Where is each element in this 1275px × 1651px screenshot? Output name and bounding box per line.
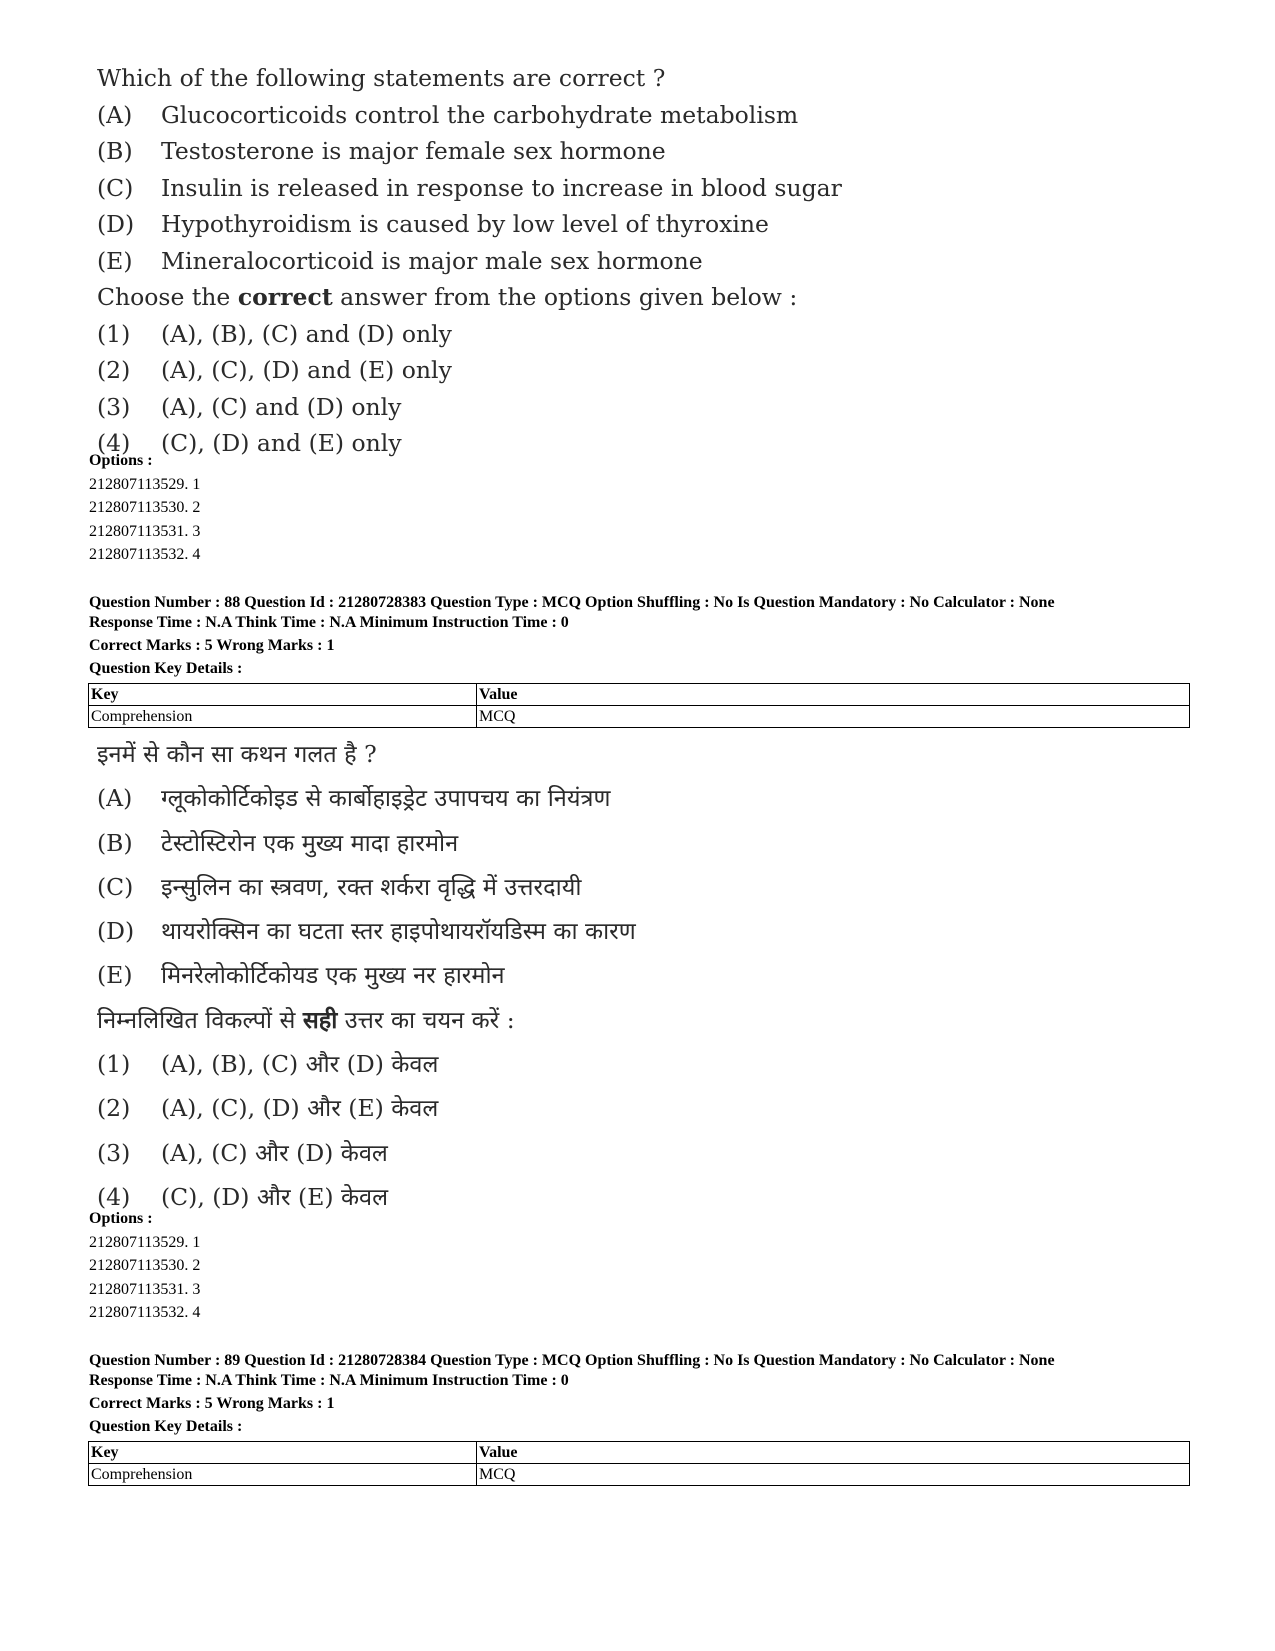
option-id: 212807113530. 2: [89, 499, 201, 516]
q88-header: [89, 593, 1055, 679]
option-id: 212807113531. 3: [89, 1280, 201, 1298]
question-marks: Correct Marks : 5 Wrong Marks : 1: [89, 637, 335, 654]
table-header-key: Key: [89, 1442, 477, 1464]
table-cell-value: MCQ: [477, 706, 1190, 728]
statement-b: (B) Testosterone is major female sex hormone: [97, 137, 666, 165]
choice-4: (4) (C), (D) और (E) केवल: [97, 1182, 389, 1211]
statement-e: (E) मिनरेलोकोर्टिकोयड एक मुख्य नर हारमोन: [97, 961, 505, 990]
table-cell-key: Comprehension: [89, 1464, 477, 1486]
option-id: 212807113532. 4: [89, 1304, 201, 1321]
choice-1: (1) (A), (B), (C) and (D) only: [97, 319, 452, 348]
question-marks: Correct Marks : 5 Wrong Marks : 1: [89, 1395, 335, 1412]
statement-a: (A) Glucocorticoids control the carbohydrate metabolism: [97, 100, 799, 129]
question-stem: इनमें से कौन सा कथन गलत है ?: [97, 740, 377, 768]
choice-3: (3) (A), (C) and (D) only: [97, 392, 402, 421]
table-header-value: Value: [477, 1442, 1190, 1464]
options-heading: Options :: [89, 1210, 153, 1227]
question-info: Question Number : 89 Question Id : 21280728384 Question Type : MCQ Option Shuffling : No Is Question Mandatory : No Calculator : None: [89, 1352, 1055, 1369]
question-timing: Response Time : N.A Think Time : N.A Minimum Instruction Time : 0: [89, 614, 569, 631]
statement-b: (B) टेस्टोस्टिरोन एक मुख्य मादा हारमोन: [97, 828, 459, 857]
statement-d: (D) थायरोक्सिन का घटता स्तर हाइपोथायरॉयडिस्म का कारण: [97, 917, 636, 946]
table-cell-key: Comprehension: [89, 706, 477, 728]
q89-key-table: [88, 1441, 1190, 1486]
table-row: [89, 1464, 1190, 1486]
statement-e: (E) Mineralocorticoid is major male sex hormone: [97, 246, 703, 275]
choice-3: (3) (A), (C) और (D) केवल: [97, 1138, 388, 1167]
question-stem: Which of the following statements are correct ?: [97, 64, 666, 92]
question-instruction: Choose the correct answer from the options given below :: [97, 283, 798, 311]
choice-2: (2) (A), (C), (D) and (E) only: [97, 356, 452, 384]
choice-2: (2) (A), (C), (D) और (E) केवल: [97, 1094, 439, 1123]
table-header-key: Key: [89, 684, 477, 706]
question-info: Question Number : 88 Question Id : 21280728383 Question Type : MCQ Option Shuffling : No Is Question Mandatory : No Calculator : None: [89, 594, 1055, 611]
option-id: 212807113530. 2: [89, 1257, 201, 1274]
statement-c: (C) Insulin is released in response to increase in blood sugar: [97, 173, 842, 202]
question-key-details: Question Key Details :: [89, 1418, 243, 1435]
question-instruction: निम्नलिखित विकल्पों से सही उत्तर का चयन करें :: [97, 1005, 515, 1034]
statement-d: (D) Hypothyroidism is caused by low level of thyroxine: [97, 210, 769, 238]
q88-options-list: [89, 1207, 200, 1325]
option-id: 212807113532. 4: [89, 546, 201, 563]
choice-4: (4) (C), (D) and (E) only: [97, 429, 402, 457]
table-row: [89, 706, 1190, 728]
table-cell-value: MCQ: [477, 1464, 1190, 1486]
option-id: 212807113529. 1: [89, 1233, 201, 1251]
option-id: 212807113531. 3: [89, 522, 201, 540]
question-key-details: Question Key Details :: [89, 660, 243, 677]
statement-c: (C) इन्सुलिन का स्त्रवण, रक्त शर्करा वृद्धि में उत्तरदायी: [97, 872, 582, 901]
q88-hindi-question: [97, 732, 636, 1219]
statement-a: (A) ग्लूकोकोर्टिकोइड से कार्बोहाइड्रेट उपापचय का नियंत्रण: [97, 784, 611, 813]
table-header-value: Value: [477, 684, 1190, 706]
q87-english-question: [97, 60, 842, 462]
question-timing: Response Time : N.A Think Time : N.A Minimum Instruction Time : 0: [89, 1372, 569, 1389]
q87-options-list: [89, 449, 200, 567]
table-header-row: [89, 1442, 1190, 1464]
q89-header: [89, 1351, 1055, 1437]
option-id: 212807113529. 1: [89, 475, 201, 493]
choice-1: (1) (A), (B), (C) और (D) केवल: [97, 1050, 439, 1079]
q88-key-table: [88, 683, 1190, 728]
table-header-row: [89, 684, 1190, 706]
options-heading: Options :: [89, 452, 153, 469]
